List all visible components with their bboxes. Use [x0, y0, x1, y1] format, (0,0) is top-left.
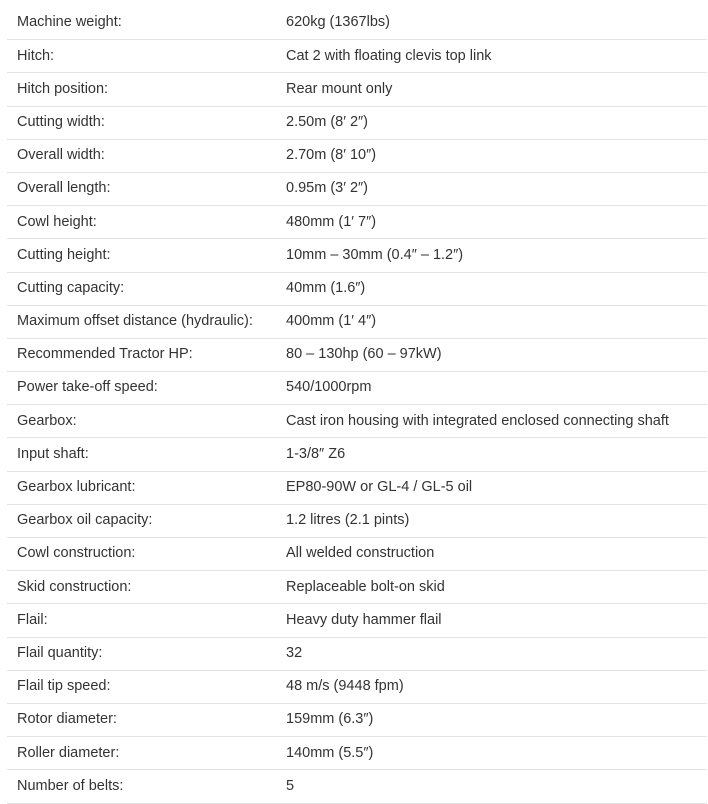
specifications-table — [7, 7, 707, 804]
spec-label: Flail tip speed: — [7, 670, 276, 703]
spec-value: 540/1000rpm — [276, 372, 707, 405]
spec-row — [7, 604, 707, 637]
spec-label: Cutting width: — [7, 106, 276, 139]
spec-row — [7, 272, 707, 305]
spec-value: 2.50m (8′ 2″) — [276, 106, 707, 139]
spec-label: Number of belts: — [7, 770, 276, 803]
spec-label: Hitch: — [7, 40, 276, 73]
specifications-table-body — [7, 7, 707, 803]
spec-row — [7, 438, 707, 471]
spec-label: Overall width: — [7, 139, 276, 172]
spec-value: 48 m/s (9448 fpm) — [276, 670, 707, 703]
spec-row — [7, 405, 707, 438]
spec-row — [7, 770, 707, 803]
spec-value: 1.2 litres (2.1 pints) — [276, 504, 707, 537]
spec-row — [7, 206, 707, 239]
spec-row — [7, 571, 707, 604]
spec-row — [7, 538, 707, 571]
spec-value: 140mm (5.5″) — [276, 737, 707, 770]
spec-label: Power take-off speed: — [7, 372, 276, 405]
spec-label: Overall length: — [7, 172, 276, 205]
spec-row — [7, 471, 707, 504]
spec-value: All welded construction — [276, 538, 707, 571]
spec-row — [7, 703, 707, 736]
spec-row — [7, 106, 707, 139]
spec-label: Skid construction: — [7, 571, 276, 604]
spec-row — [7, 73, 707, 106]
spec-value: 0.95m (3′ 2″) — [276, 172, 707, 205]
spec-label: Gearbox: — [7, 405, 276, 438]
spec-label: Cutting height: — [7, 239, 276, 272]
spec-row — [7, 504, 707, 537]
spec-value: Rear mount only — [276, 73, 707, 106]
spec-value: 2.70m (8′ 10″) — [276, 139, 707, 172]
spec-label: Gearbox oil capacity: — [7, 504, 276, 537]
spec-label: Input shaft: — [7, 438, 276, 471]
spec-row — [7, 737, 707, 770]
spec-value: 80 – 130hp (60 – 97kW) — [276, 338, 707, 371]
spec-value: EP80-90W or GL-4 / GL-5 oil — [276, 471, 707, 504]
spec-label: Maximum offset distance (hydraulic): — [7, 305, 276, 338]
spec-label: Hitch position: — [7, 73, 276, 106]
spec-label: Cutting capacity: — [7, 272, 276, 305]
spec-row — [7, 172, 707, 205]
spec-value: Heavy duty hammer flail — [276, 604, 707, 637]
spec-label: Flail quantity: — [7, 637, 276, 670]
spec-value: Cat 2 with floating clevis top link — [276, 40, 707, 73]
spec-value: 10mm – 30mm (0.4″ – 1.2″) — [276, 239, 707, 272]
spec-value: 40mm (1.6″) — [276, 272, 707, 305]
spec-value: 1-3/8″ Z6 — [276, 438, 707, 471]
spec-label: Cowl height: — [7, 206, 276, 239]
spec-value: Cast iron housing with integrated enclosed connecting shaft — [276, 405, 707, 438]
spec-row — [7, 7, 707, 40]
spec-value: 5 — [276, 770, 707, 803]
spec-row — [7, 305, 707, 338]
spec-label: Gearbox lubricant: — [7, 471, 276, 504]
spec-row — [7, 670, 707, 703]
spec-row — [7, 338, 707, 371]
spec-value: 32 — [276, 637, 707, 670]
spec-label: Flail: — [7, 604, 276, 637]
spec-value: Replaceable bolt-on skid — [276, 571, 707, 604]
spec-label: Recommended Tractor HP: — [7, 338, 276, 371]
spec-row — [7, 40, 707, 73]
spec-value: 620kg (1367lbs) — [276, 7, 707, 40]
spec-value: 480mm (1′ 7″) — [276, 206, 707, 239]
spec-row — [7, 372, 707, 405]
spec-row — [7, 239, 707, 272]
spec-row — [7, 637, 707, 670]
spec-value: 400mm (1′ 4″) — [276, 305, 707, 338]
spec-label: Rotor diameter: — [7, 703, 276, 736]
spec-label: Cowl construction: — [7, 538, 276, 571]
spec-label: Roller diameter: — [7, 737, 276, 770]
spec-row — [7, 139, 707, 172]
spec-label: Machine weight: — [7, 7, 276, 40]
spec-value: 159mm (6.3″) — [276, 703, 707, 736]
